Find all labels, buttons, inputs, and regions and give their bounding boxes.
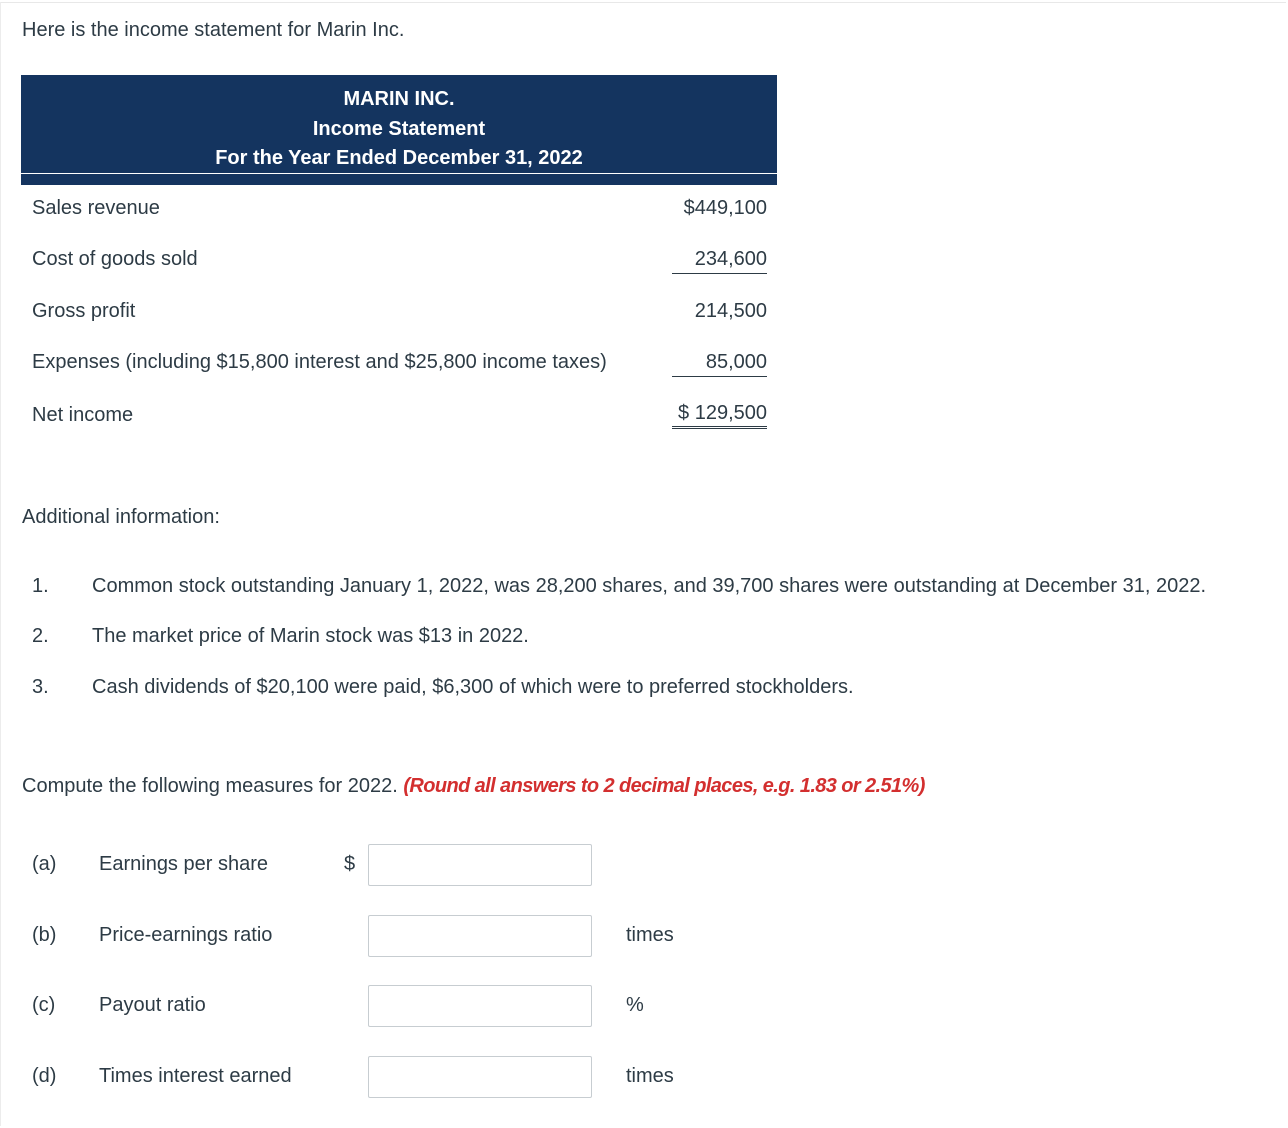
row-label: Gross profit — [32, 300, 136, 322]
dollar-prefix: $ — [344, 853, 356, 875]
question-letter: (c) — [32, 994, 56, 1016]
info-number: 3. — [32, 676, 49, 698]
percent-suffix: % — [626, 994, 644, 1016]
statement-row-expenses — [32, 351, 767, 381]
row-amount: $449,100 — [683, 197, 767, 219]
question-label: Times interest earned — [99, 1065, 292, 1087]
instruction-main: Compute the following measures for 2022. — [22, 775, 404, 797]
info-number: 1. — [32, 575, 49, 597]
earnings-per-share-input[interactable] — [368, 844, 592, 886]
additional-info-heading: Additional information: — [22, 506, 220, 528]
info-text: Cash dividends of $20,100 were paid, $6,300 of which were to preferred stockholders. — [92, 676, 854, 698]
statement-row-sales — [32, 197, 767, 227]
question-row-payout-ratio — [32, 985, 732, 1029]
info-text: Common stock outstanding January 1, 2022, was 28,200 shares, and 39,700 shares were outstanding at December 31, 2022. — [92, 575, 1207, 597]
question-label: Price-earnings ratio — [99, 924, 273, 946]
times-suffix: times — [626, 924, 674, 946]
question-label: Payout ratio — [99, 994, 206, 1016]
frame-left-border — [0, 2, 1, 1126]
row-amount: 214,500 — [694, 300, 767, 322]
price-earnings-ratio-input[interactable] — [368, 915, 592, 957]
question-letter: (b) — [32, 924, 57, 946]
frame-top-border — [0, 2, 1286, 3]
question-row-earnings-per-share — [32, 844, 732, 888]
question-letter: (d) — [32, 1065, 57, 1087]
info-text: The market price of Marin stock was $13 in 2022. — [92, 625, 529, 647]
instruction-text — [22, 775, 925, 798]
row-label: Cost of goods sold — [32, 248, 198, 270]
row-amount: 85,000 — [672, 351, 767, 377]
question-row-price-earnings-ratio — [32, 915, 732, 959]
times-interest-earned-input[interactable] — [368, 1056, 592, 1098]
row-label: Expenses (including $15,800 interest and $25,800 income taxes) — [32, 351, 607, 373]
rounding-note: (Round all answers to 2 decimal places, e.g. 1.83 or 2.51%) — [403, 775, 925, 797]
statement-company: MARIN INC. — [343, 88, 455, 110]
intro-text: Here is the income statement for Marin Inc. — [22, 19, 405, 41]
times-suffix: times — [626, 1065, 674, 1087]
statement-period: For the Year Ended December 31, 2022 — [215, 147, 583, 169]
info-number: 2. — [32, 625, 49, 647]
statement-title: Income Statement — [312, 118, 486, 140]
statement-row-net-income — [32, 402, 767, 432]
row-amount: 234,600 — [672, 248, 767, 274]
payout-ratio-input[interactable] — [368, 985, 592, 1027]
row-label: Net income — [32, 404, 134, 426]
statement-header — [21, 75, 777, 185]
statement-row-cogs — [32, 248, 767, 278]
row-amount: $ 129,500 — [672, 402, 767, 429]
statement-row-gross-profit — [32, 300, 767, 330]
question-label: Earnings per share — [99, 853, 268, 875]
statement-header-rule — [21, 173, 787, 174]
row-label: Sales revenue — [32, 197, 160, 219]
question-letter: (a) — [32, 853, 57, 875]
question-row-times-interest-earned — [32, 1056, 732, 1100]
